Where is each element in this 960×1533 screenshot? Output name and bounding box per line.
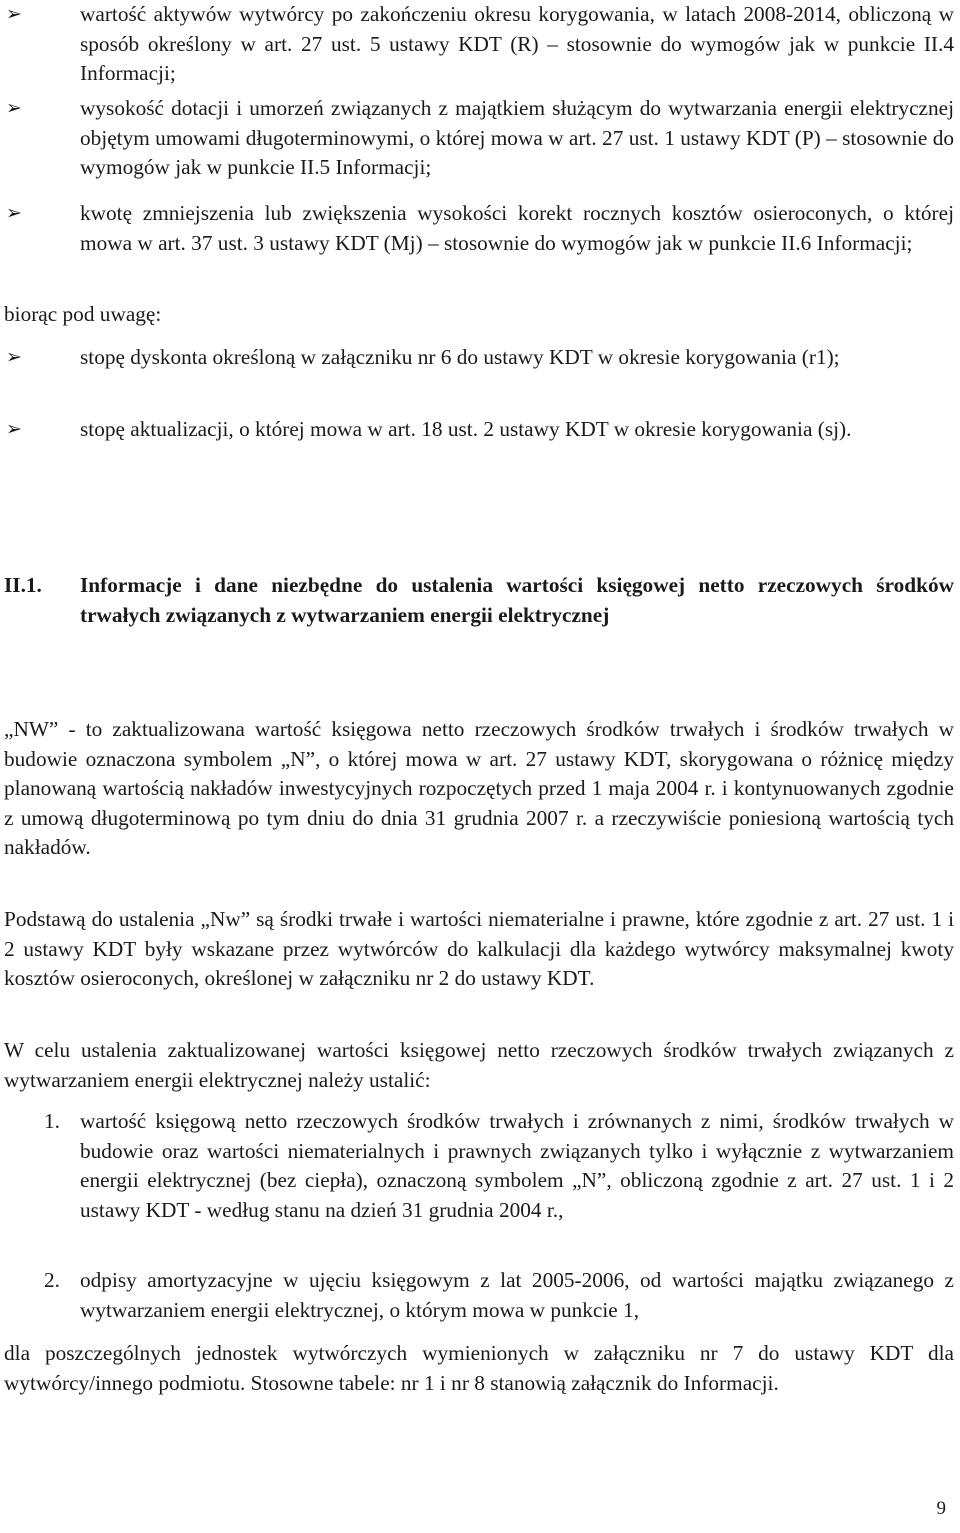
list-item-text: wartość aktywów wytwórcy po zakończeniu okresu korygowania, w latach 2008-2014, obliczoną w sposób określony w art. 27 ust. 5 ustawy KDT (R) – stosownie do wymogów jak w punkcie II.4 Informacji; bbox=[80, 2, 954, 85]
list-item bbox=[0, 343, 960, 403]
section-heading bbox=[0, 571, 960, 666]
list-item bbox=[0, 1266, 960, 1326]
bullet-icon: ➢ bbox=[6, 98, 22, 119]
bullet-icon: ➢ bbox=[6, 419, 22, 440]
page-number: 9 bbox=[936, 1498, 946, 1519]
list-item-text: wysokość dotacji i umorzeń związanych z majątkiem służącym do wytwarzania energii elektrycznej objętym umowami długoterminowymi, o której mowa w art. 27 ust. 1 ustawy KDT (P) – stosownie do wymogów jak w punkcie II.5 Informacji; bbox=[80, 96, 954, 179]
list-item bbox=[0, 94, 960, 184]
paragraph-purpose: W celu ustalenia zaktualizowanej wartości księgowej netto rzeczowych środków trwałych związanych z wytwarzaniem energii elektrycznej należy ustalić: bbox=[4, 1038, 954, 1092]
paragraph-basis: Podstawą do ustalenia „Nw” są środki trwałe i wartości niematerialne i prawne, które zgodnie z art. 27 ust. 1 i 2 ustawy KDT były wskazane przez wytwórców do kalkulacji dla każdego wytwórcy maksymalnej kwoty kosztów osieroconych, określonej w załączniku nr 2 do ustawy KDT. bbox=[4, 907, 954, 990]
bullet-icon: ➢ bbox=[6, 203, 22, 224]
list-item-text: kwotę zmniejszenia lub zwiększenia wysokości korekt rocznych kosztów osieroconych, o której mowa w art. 37 ust. 3 ustawy KDT (Mj) – stosownie do wymogów jak w punkcie II.6 Informacji; bbox=[80, 201, 954, 255]
bullet-icon: ➢ bbox=[6, 4, 22, 25]
section-title: Informacje i dane niezbędne do ustalenia wartości księgowej netto rzeczowych środków trwałych związanych z wytwarzaniem energii elektrycznej bbox=[80, 573, 954, 627]
intro-given-text: biorąc pod uwagę: bbox=[4, 302, 162, 326]
list-item-text: stopę dyskonta określoną w załączniku nr 6 do ustawy KDT w okresie korygowania (r1); bbox=[80, 345, 840, 369]
list-item-number: 2. bbox=[44, 1268, 60, 1292]
list-item bbox=[0, 199, 960, 289]
list-item bbox=[0, 415, 960, 475]
paragraph-nw: „NW” - to zaktualizowana wartość księgowa netto rzeczowych środków trwałych i środków trwałych w budowie oznaczona symbolem „N”, o której mowa w art. 27 ustawy KDT, skorygowana o różnicę między planowaną wartością nakładów inwestycyjnych rozpoczętych przed 1 maja 2004 r. i kontynuowanych zgodnie z umową długoterminową po tym dniu do dnia 31 grudnia 2007 r. a rzeczywiście poniesioną wartością tych nakładów. bbox=[4, 717, 954, 859]
list-item-text: wartość księgową netto rzeczowych środków trwałych i zrównanych z nimi, środków trwałych w budowie oraz wartości niematerialnych i prawnych związanych tylko i wyłącznie z wytwarzaniem energii elektrycznej (bez ciepła), oznaczoną symbolem „N”, obliczoną zgodnie z art. 27 ust. 1 i 2 ustawy KDT - według stanu na dzień 31 grudnia 2004 r., bbox=[80, 1109, 954, 1222]
list-item-text: odpisy amortyzacyjne w ujęciu księgowym z lat 2005-2006, od wartości majątku związanego z wytwarzaniem energii elektrycznej, o którym mowa w punkcie 1, bbox=[80, 1268, 954, 1322]
bullet-icon: ➢ bbox=[6, 347, 22, 368]
section-number: II.1. bbox=[4, 573, 42, 597]
list-item bbox=[0, 0, 960, 90]
list-item bbox=[0, 1107, 960, 1257]
paragraph-closing: dla poszczególnych jednostek wytwórczych wymienionych w załączniku nr 7 do ustawy KDT dla wytwórcy/innego podmiotu. Stosowne tabele: nr 1 i nr 8 stanowią załącznik do Informacji. bbox=[4, 1341, 954, 1395]
list-item-text: stopę aktualizacji, o której mowa w art. 18 ust. 2 ustawy KDT w okresie korygowania (sj). bbox=[80, 417, 852, 441]
list-item-number: 1. bbox=[44, 1109, 60, 1133]
